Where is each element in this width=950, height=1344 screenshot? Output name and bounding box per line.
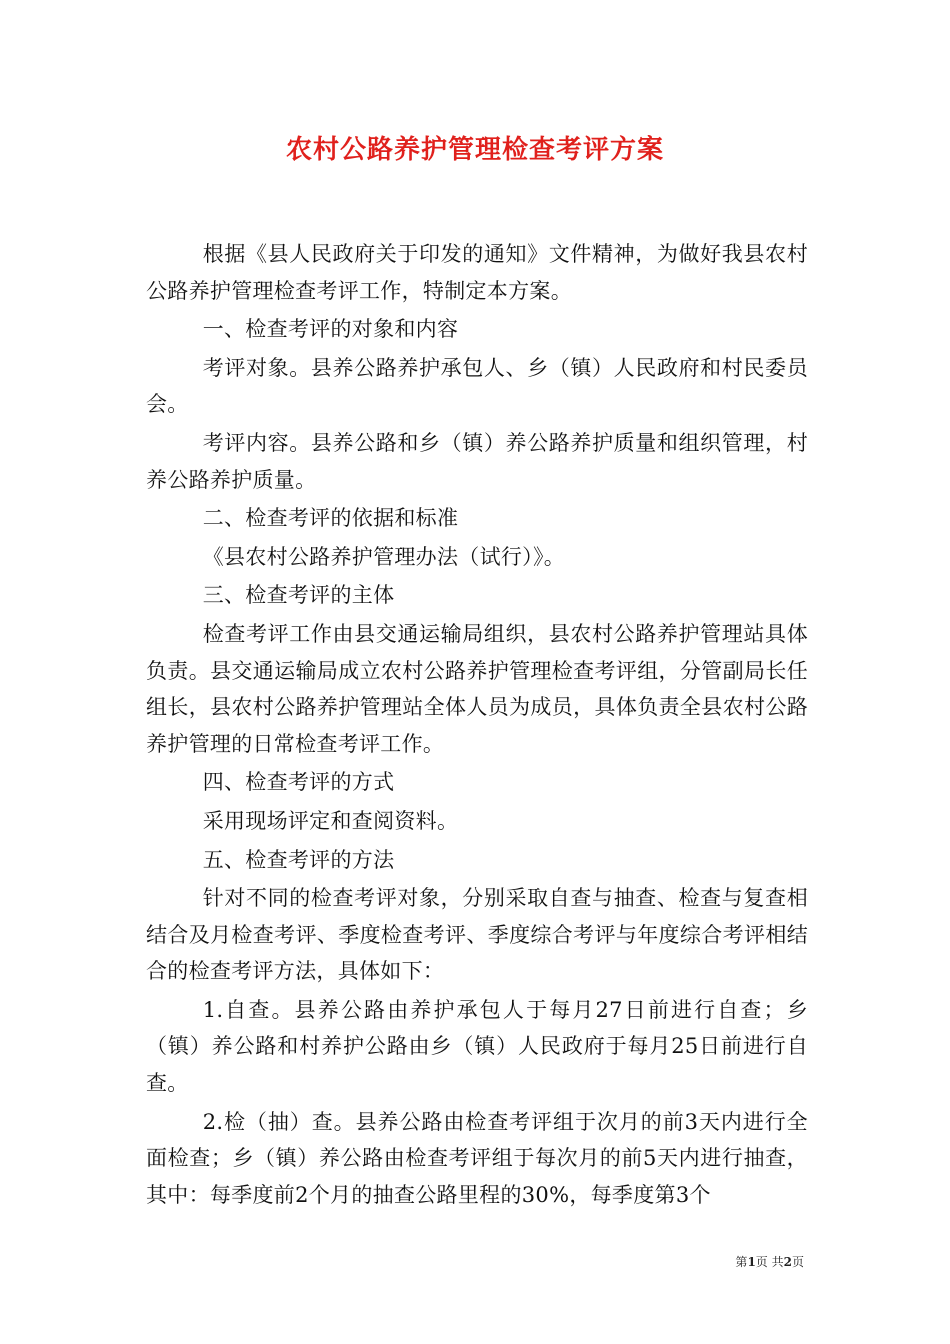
document-title: 农村公路养护管理检查考评方案 xyxy=(285,135,664,165)
page-prefix: 第 xyxy=(735,1255,748,1269)
paragraph-assessment-content: 考评内容。县养公路和乡（镇）养公路养护质量和组织管理，村养公路养护质量。 xyxy=(146,430,808,492)
paragraph-method-type: 采用现场评定和查阅资料。 xyxy=(202,808,459,833)
page-current: 1 xyxy=(747,1255,756,1269)
heading-section-2: 二、检查考评的依据和标准 xyxy=(202,506,459,531)
heading-section-4: 四、检查考评的方式 xyxy=(202,770,395,795)
paragraph-assessment-target: 考评对象。县养公路养护承包人、乡（镇）人民政府和村民委员会。 xyxy=(146,355,808,417)
page-suffix: 页 xyxy=(791,1255,804,1269)
paragraph-self-check: 1.自查。县养公路由养护承包人于每月27日前进行自查；乡（镇）养公路和村养护公路由乡（镇）人民政府于每月25日前进行自查。 xyxy=(146,997,808,1096)
heading-section-3: 三、检查考评的主体 xyxy=(202,583,395,608)
page-number xyxy=(735,1254,804,1270)
paragraph-intro: 根据《县人民政府关于印发的通知》文件精神，为做好我县农村公路养护管理检查考评工作，特制定本方案。 xyxy=(146,242,808,303)
page-middle: 页 共 xyxy=(755,1255,784,1269)
heading-section-1: 一、检查考评的对象和内容 xyxy=(202,317,459,342)
paragraph-methods: 针对不同的检查考评对象，分别采取自查与抽查、检查与复查相结合及月检查考评、季度检查考评、季度综合考评与年度综合考评相结合的检查考评方法，具体如下： xyxy=(146,886,808,984)
document-body xyxy=(146,236,808,1215)
heading-section-5: 五、检查考评的方法 xyxy=(202,847,395,872)
paragraph-subject: 检查考评工作由县交通运输局组织，县农村公路养护管理站具体负责。县交通运输局成立农村公路养护管理检查考评组，分管副局长任组长，县农村公路养护管理站全体人员为成员，具体负责全县农村公路养护管理的日常检查考评工作。 xyxy=(146,621,808,756)
page-total: 2 xyxy=(783,1255,792,1269)
paragraph-basis: 《县农村公路养护管理办法（试行）》。 xyxy=(202,544,566,569)
paragraph-spot-check: 2.检（抽）查。县养公路由检查考评组于次月的前3天内进行全面检查；乡（镇）养公路由检查考评组于每次月的前5天内进行抽查，其中：每季度前2个月的抽查公路里程的30%，每季度第3个 xyxy=(146,1109,808,1207)
